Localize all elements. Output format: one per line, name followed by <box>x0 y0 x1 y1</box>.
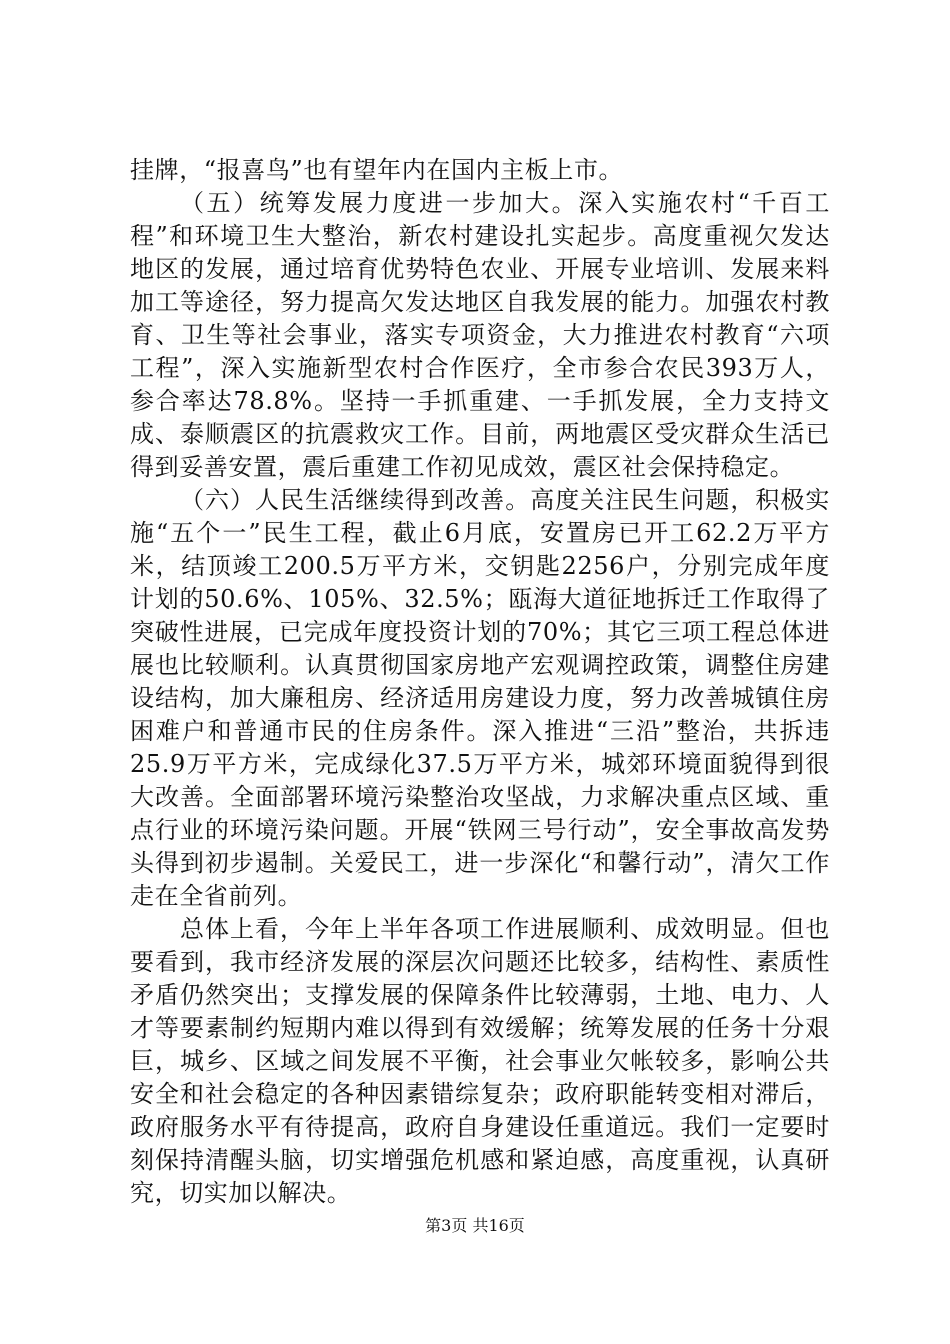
paragraph-section-six: （六）人民生活继续得到改善。高度关注民生问题，积极实施“五个一”民生工程，截止6月底，安置房已开工62.2万平方米，结顶竣工200.5万平方米，交钥匙2256户，分别完成年度计划的50.6%、105%、32.5%；瓯海大道征地拆迁工作取得了突破性进展，已完成年度投资计划的70%；其它三项工程总体进展也比较顺利。认真贯彻国家房地产宏观调控政策，调整住房建设结构，加大廉租房、经济适用房建设力度，努力改善城镇住房困难户和普通市民的住房条件。深入推进“三沿”整治，共拆违25.9万平方米，完成绿化37.5万平方米，城郊环境面貌得到很大改善。全面部署环境污染整治攻坚战，力求解决重点区域、重点行业的环境污染问题。开展“铁网三号行动”，安全事故高发势头得到初步遏制。关爱民工，进一步深化“和馨行动”，清欠工作走在全省前列。 <box>130 486 830 910</box>
paragraph-continuation: 挂牌，“报喜鸟”也有望年内在国内主板上市。 <box>130 156 624 184</box>
page-footer: 第3页 共16页 <box>425 1216 525 1235</box>
paragraph-section-five: （五）统筹发展力度进一步加大。深入实施农村“千百工程”和环境卫生大整治，新农村建设扎实起步。高度重视欠发达地区的发展，通过培育优势特色农业、开展专业培训、发展来料加工等途径，努力提高欠发达地区自我发展的能力。加强农村教育、卫生等社会事业，落实专项资金，大力推进农村教育“六项工程”，深入实施新型农村合作医疗，全市参合农民393万人，参合率达78.8%。坚持一手抓重建、一手抓发展，全力支持文成、泰顺震区的抗震救灾工作。目前，两地震区受灾群众生活已得到妥善安置，震后重建工作初见成效，震区社会保持稳定。 <box>130 189 830 481</box>
paragraph-summary: 总体上看，今年上半年各项工作进展顺利、成效明显。但也要看到，我市经济发展的深层次问题还比较多，结构性、素质性矛盾仍然突出；支撑发展的保障条件比较薄弱，土地、电力、人才等要素制约短期内难以得到有效缓解；统筹发展的任务十分艰巨，城乡、区域之间发展不平衡，社会事业欠帐较多，影响公共安全和社会稳定的各种因素错综复杂；政府职能转变相对滞后，政府服务水平有待提高，政府自身建设任重道远。我们一定要时刻保持清醒头脑，切实增强危机感和紧迫感，高度重视，认真研究，切实加以解决。 <box>130 915 830 1207</box>
document-body <box>130 154 830 1210</box>
